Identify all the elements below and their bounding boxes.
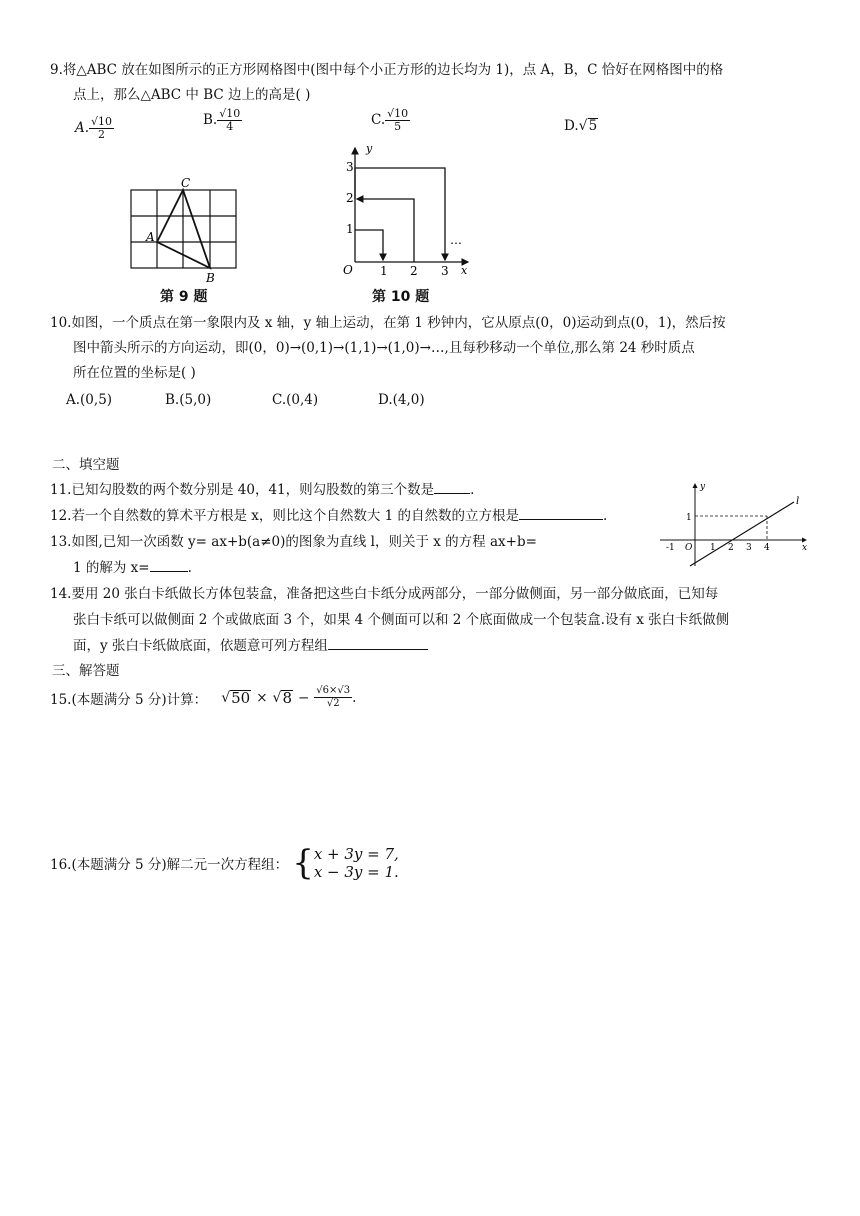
q15: 15.(本题满分 5 分)计算： √ 50 × √ 8 − $\frac{√6\times√3}{√2}$ . — [50, 685, 357, 709]
q12: 12.若一个自然数的算术平方根是 x，则比这个自然数大 1 的自然数的立方根是 . — [50, 504, 607, 529]
svg-text:y: y — [366, 142, 373, 155]
q13-line1: 13.如图,已知一次函数 y= ax+b(a≠0)的图象为直线 l，则关于 x 的方程 ax+b= — [50, 534, 537, 550]
svg-text:1: 1 — [686, 513, 692, 523]
svg-text:3: 3 — [746, 543, 752, 553]
q11-answer-blank[interactable] — [434, 479, 470, 494]
q9-option-d: D. √ 5 — [564, 118, 598, 134]
q9-line2: 点上，那么△ABC 中 BC 边上的高是( ) — [73, 87, 311, 103]
q9-grid-figure — [126, 175, 251, 287]
q10-option-a: A.(0,5) — [66, 392, 113, 408]
q9-line1: 9.将△ABC 放在如图所示的正方形网格图中(图中每个小正方形的边长均为 1)，点 A，B，C 恰好在网格图中的格 — [50, 62, 724, 78]
q10-option-b: B.(5,0) — [165, 392, 212, 408]
q9-option-b: B. $\frac{√10}{4}$ — [203, 107, 241, 133]
svg-text:-1: -1 — [666, 543, 675, 553]
label-c: C — [181, 176, 191, 190]
q10-option-d: D.(4,0) — [378, 392, 425, 408]
svg-text:O: O — [685, 543, 693, 553]
label-a: A — [146, 230, 155, 244]
svg-text:4: 4 — [764, 543, 770, 553]
svg-text:1: 1 — [380, 264, 388, 278]
q12-answer-blank[interactable] — [519, 505, 603, 520]
svg-text:1: 1 — [346, 222, 354, 236]
q13-answer-blank[interactable] — [150, 557, 188, 572]
svg-text:3: 3 — [441, 264, 449, 278]
svg-text:x: x — [461, 264, 468, 277]
svg-text:l: l — [796, 496, 800, 507]
section-fill-in: 二、填空题 — [52, 457, 120, 473]
svg-text:y: y — [700, 482, 706, 492]
q16-equation-2: x − 3y = 1. — [313, 863, 399, 881]
q11: 11.已知勾股数的两个数分别是 40，41，则勾股数的第三个数是 . — [50, 478, 474, 503]
svg-text:x: x — [802, 543, 808, 553]
q10-option-c: C.(0,4) — [272, 392, 319, 408]
q13-line-graph — [660, 478, 812, 570]
q16: 16.(本题满分 5 分)解二元一次方程组： { x + 3y = 7, x − 3y = 1. — [50, 843, 399, 883]
svg-text:2: 2 — [728, 543, 734, 553]
q10-line2: 图中箭头所示的方向运动，即(0，0)→(0,1)→(1,1)→(1,0)→…,且每秒移动一个单位,那么第 24 秒时质点 — [73, 340, 695, 356]
q13-line2: 1 的解为 x= . — [73, 556, 192, 581]
label-b: B — [206, 271, 215, 285]
svg-text:…: … — [450, 233, 462, 247]
svg-text:2: 2 — [346, 191, 354, 205]
q14-answer-blank[interactable] — [328, 635, 428, 650]
q9-caption: 第 9 题 — [160, 289, 208, 305]
svg-text:O: O — [343, 263, 353, 277]
svg-text:3: 3 — [346, 160, 354, 174]
q16-equation-1: x + 3y = 7, — [313, 845, 399, 863]
q10-line3: 所在位置的坐标是( ) — [73, 365, 196, 381]
svg-text:2: 2 — [410, 264, 418, 278]
q14-line3: 面，y 张白卡纸做底面，依题意可列方程组 — [73, 634, 428, 659]
q14-line2: 张白卡纸可以做侧面 2 个或做底面 3 个，如果 4 个侧面可以和 2 个底面做成一个包装盒.设有 x 张白卡纸做侧 — [73, 612, 730, 628]
section-solve: 三、解答题 — [52, 663, 120, 679]
q9-option-c: C. $\frac{√10}{5}$ — [371, 107, 409, 133]
q14-line1: 14.要用 20 张白卡纸做长方体包装盒，准备把这些白卡纸分成两部分，一部分做侧面，另一部分做底面，已知每 — [50, 586, 719, 602]
q9-option-a: A. $\frac{√10}{2}$ — [75, 115, 113, 141]
svg-text:1: 1 — [710, 543, 716, 553]
q10-line1: 10.如图，一个质点在第一象限内及 x 轴，y 轴上运动，在第 1 秒钟内，它从原点(0，0)运动到点(0，1)，然后按 — [50, 315, 726, 331]
q10-path-figure — [330, 140, 475, 290]
q10-caption: 第 10 题 — [372, 289, 430, 305]
